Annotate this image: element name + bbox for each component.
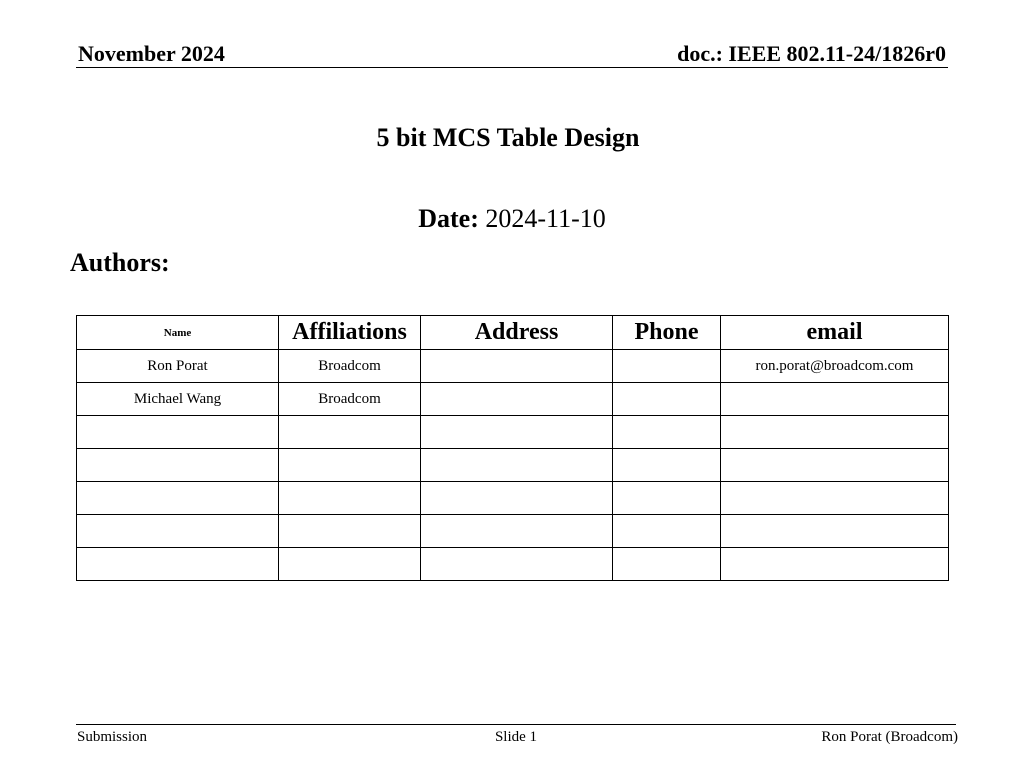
header-address: Address: [421, 316, 613, 350]
cell-affiliation: Broadcom: [279, 383, 421, 416]
footer-slide-number: Slide 1: [494, 729, 538, 745]
cell-name: Michael Wang: [77, 383, 279, 416]
cell-email: [721, 449, 949, 482]
cell-phone: [613, 548, 721, 581]
date-line: [0, 203, 1024, 235]
footer-submission: Submission: [77, 729, 148, 745]
cell-address: [421, 515, 613, 548]
cell-phone: [613, 515, 721, 548]
cell-address: [421, 383, 613, 416]
cell-affiliation: [279, 449, 421, 482]
cell-phone: [613, 416, 721, 449]
cell-phone: [613, 383, 721, 416]
footer-author: Ron Porat (Broadcom): [821, 729, 958, 745]
table-row: [77, 482, 949, 515]
header-email: email: [721, 316, 949, 350]
cell-affiliation: [279, 515, 421, 548]
authors-label: Authors:: [70, 248, 170, 277]
table-row: [77, 416, 949, 449]
header-name: Name: [77, 316, 279, 350]
footer-divider: [76, 724, 956, 725]
cell-address: [421, 416, 613, 449]
cell-affiliation: [279, 482, 421, 515]
header-divider: [76, 67, 948, 68]
authors-table: [76, 315, 949, 581]
cell-email: [721, 548, 949, 581]
table-row: [77, 350, 949, 383]
cell-name: [77, 515, 279, 548]
cell-name: [77, 482, 279, 515]
date-value: 2024-11-10: [485, 204, 606, 233]
date-label: Date:: [418, 204, 479, 233]
cell-email: [721, 383, 949, 416]
cell-phone: [613, 449, 721, 482]
slide-title: 5 bit MCS Table Design: [376, 123, 640, 152]
cell-address: [421, 350, 613, 383]
cell-affiliation: [279, 548, 421, 581]
cell-name: [77, 548, 279, 581]
header-phone: Phone: [613, 316, 721, 350]
cell-email: [721, 515, 949, 548]
cell-name: [77, 449, 279, 482]
table-row: [77, 548, 949, 581]
header-date: November 2024: [78, 41, 225, 66]
header-doc-id: doc.: IEEE 802.11-24/1826r0: [677, 41, 946, 66]
cell-affiliation: [279, 416, 421, 449]
cell-name: Ron Porat: [77, 350, 279, 383]
cell-phone: [613, 482, 721, 515]
cell-name: [77, 416, 279, 449]
cell-phone: [613, 350, 721, 383]
table-row: [77, 449, 949, 482]
header-affiliations: Affiliations: [279, 316, 421, 350]
cell-address: [421, 449, 613, 482]
table-header-row: [77, 316, 949, 350]
cell-email: [721, 482, 949, 515]
cell-affiliation: Broadcom: [279, 350, 421, 383]
cell-address: [421, 548, 613, 581]
cell-address: [421, 482, 613, 515]
table-row: [77, 383, 949, 416]
cell-email: ron.porat@broadcom.com: [721, 350, 949, 383]
cell-email: [721, 416, 949, 449]
table-row: [77, 515, 949, 548]
